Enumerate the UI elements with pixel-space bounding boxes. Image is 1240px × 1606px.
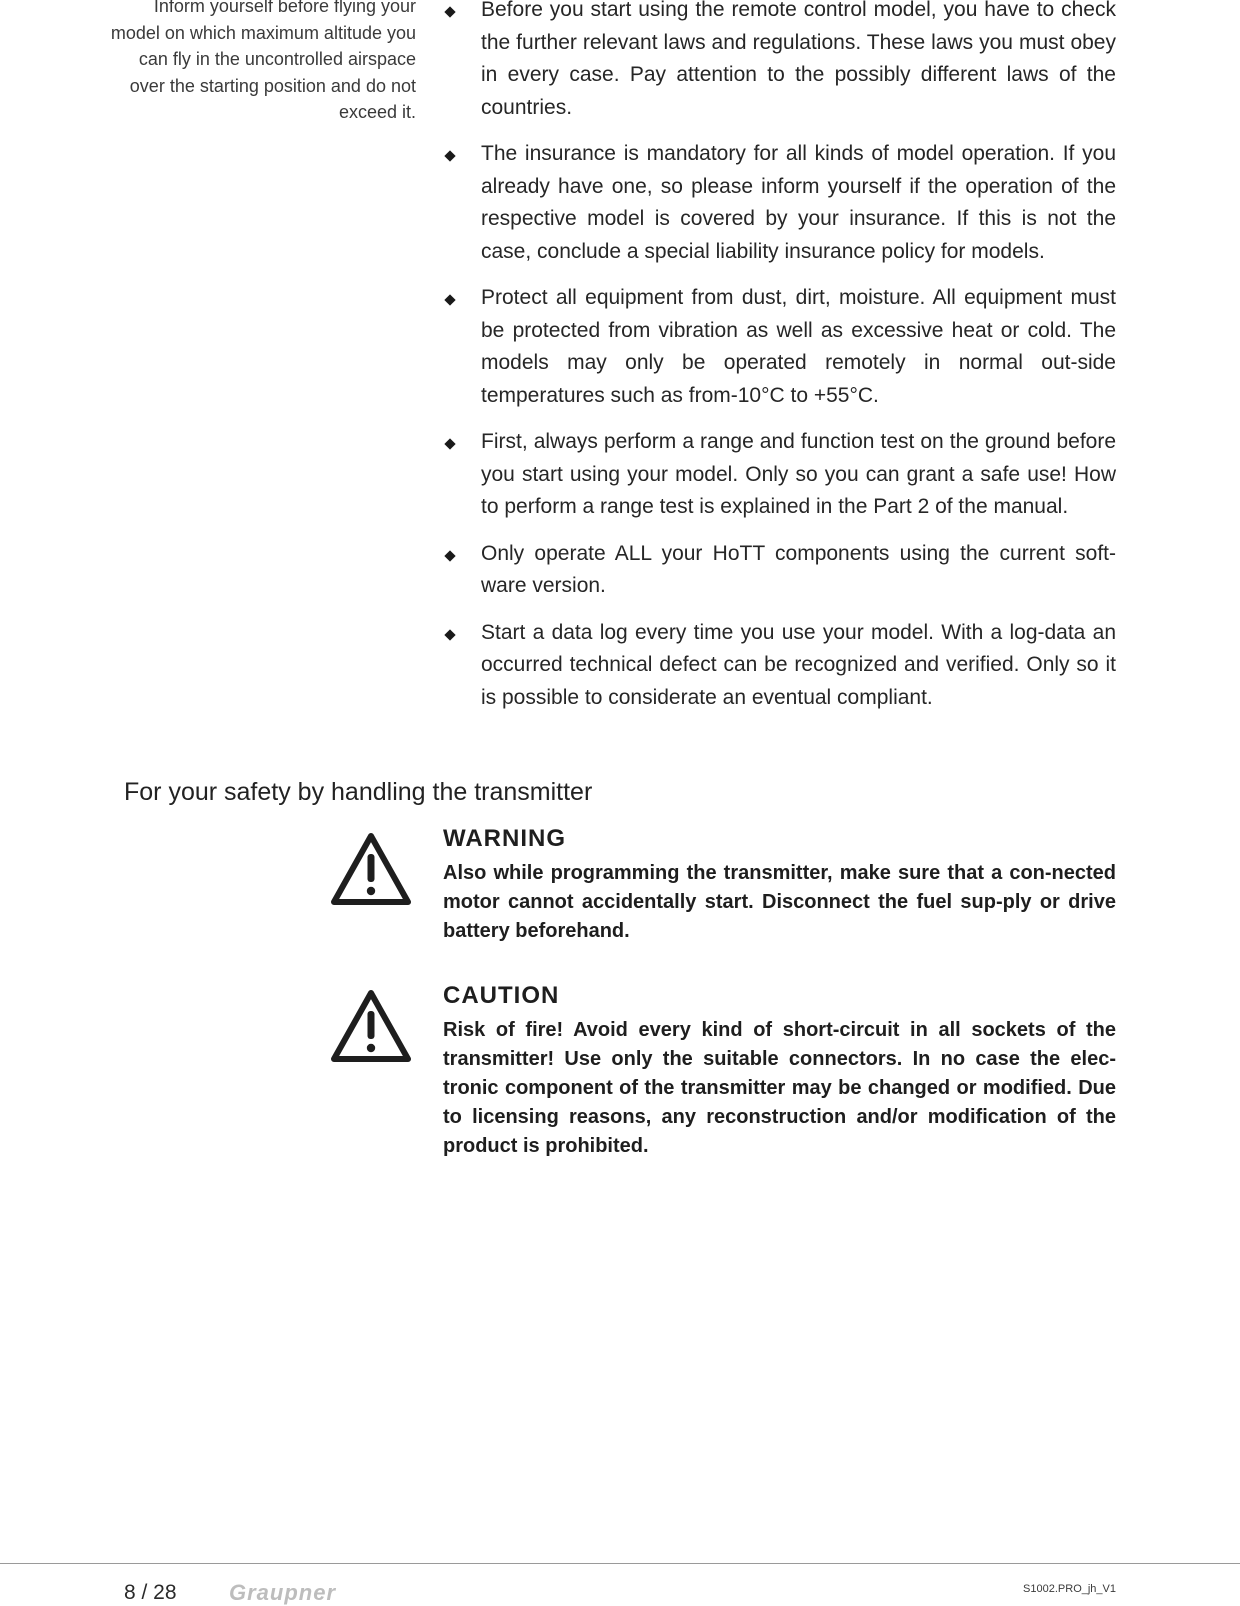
list-item	[440, 138, 1116, 268]
list-item-text: Start a data log every time you use your model. With a log-data an occurred technical defect can be recognized and verified. Only so it is possible to considerate an eventual compliant.	[481, 620, 1116, 709]
diamond-bullet-icon	[444, 6, 455, 17]
warning-triangle-icon	[328, 987, 414, 1065]
diamond-bullet-icon	[444, 294, 455, 305]
list-item-text: The insurance is mandatory for all kinds of model operation. If you already have one, so please inform yourself if the operation of the respective model is covered by your insurance. If this is not the case, conclude a special liability insurance policy for models.	[481, 142, 1116, 263]
section-heading: For your safety by handling the transmitter	[124, 778, 593, 806]
diamond-bullet-icon	[444, 438, 455, 449]
warning-notice	[443, 824, 1116, 946]
warning-title: WARNING	[443, 825, 566, 852]
list-item	[440, 0, 1116, 124]
diamond-bullet-icon	[444, 550, 455, 561]
diamond-bullet-icon	[444, 150, 455, 161]
caution-notice	[443, 981, 1116, 1161]
list-item-text: Protect all equipment from dust, dirt, moisture. All equipment must be protected from vibration as well as excessive heat or cold. The models may only be operated remotely in normal out-side temperatures such as from-10°C to +55°C.	[481, 286, 1116, 407]
brand-logo: Graupner	[229, 1580, 337, 1605]
footer-divider	[0, 1563, 1240, 1564]
requirements-list	[440, 0, 1116, 728]
diamond-bullet-icon	[444, 629, 455, 640]
list-item-text: Only operate ALL your HoTT components using the current soft-ware version.	[481, 541, 1116, 597]
list-item-text: Before you start using the remote control model, you have to check the further relevant laws and regulations. These laws you must obey in every case. Pay attention to the possibly different laws of the countries.	[481, 0, 1116, 119]
caution-text: Risk of fire! Avoid every kind of short-circuit in all sockets of the transmitter! Use only the suitable connectors. In no case the elec-tronic component of the transmitter may be changed or modified. Due to licensing reasons, any reconstruction and/or modification of the product is prohibited.	[443, 1019, 1116, 1157]
list-item-text: First, always perform a range and function test on the ground before you start using your model. Only so you can grant a safe use! How to perform a range test is explained in the Part 2 of the manual.	[481, 430, 1116, 518]
warning-triangle-icon	[328, 830, 414, 908]
list-item	[440, 426, 1116, 524]
list-item	[440, 617, 1116, 715]
page-number: 8 / 28	[124, 1581, 177, 1604]
caution-title: CAUTION	[443, 982, 560, 1009]
margin-note: Inform yourself before flying your model on which maximum altitude you can fly in the uncontrolled airspace over the starting position and do not exceed it.	[110, 0, 416, 122]
list-item	[440, 282, 1116, 412]
list-item	[440, 538, 1116, 603]
warning-text: Also while programming the transmitter, make sure that a con-nected motor cannot accidentally start. Disconnect the fuel sup-ply or drive battery beforehand.	[443, 862, 1116, 942]
document-code: S1002.PRO_jh_V1	[1023, 1583, 1116, 1595]
